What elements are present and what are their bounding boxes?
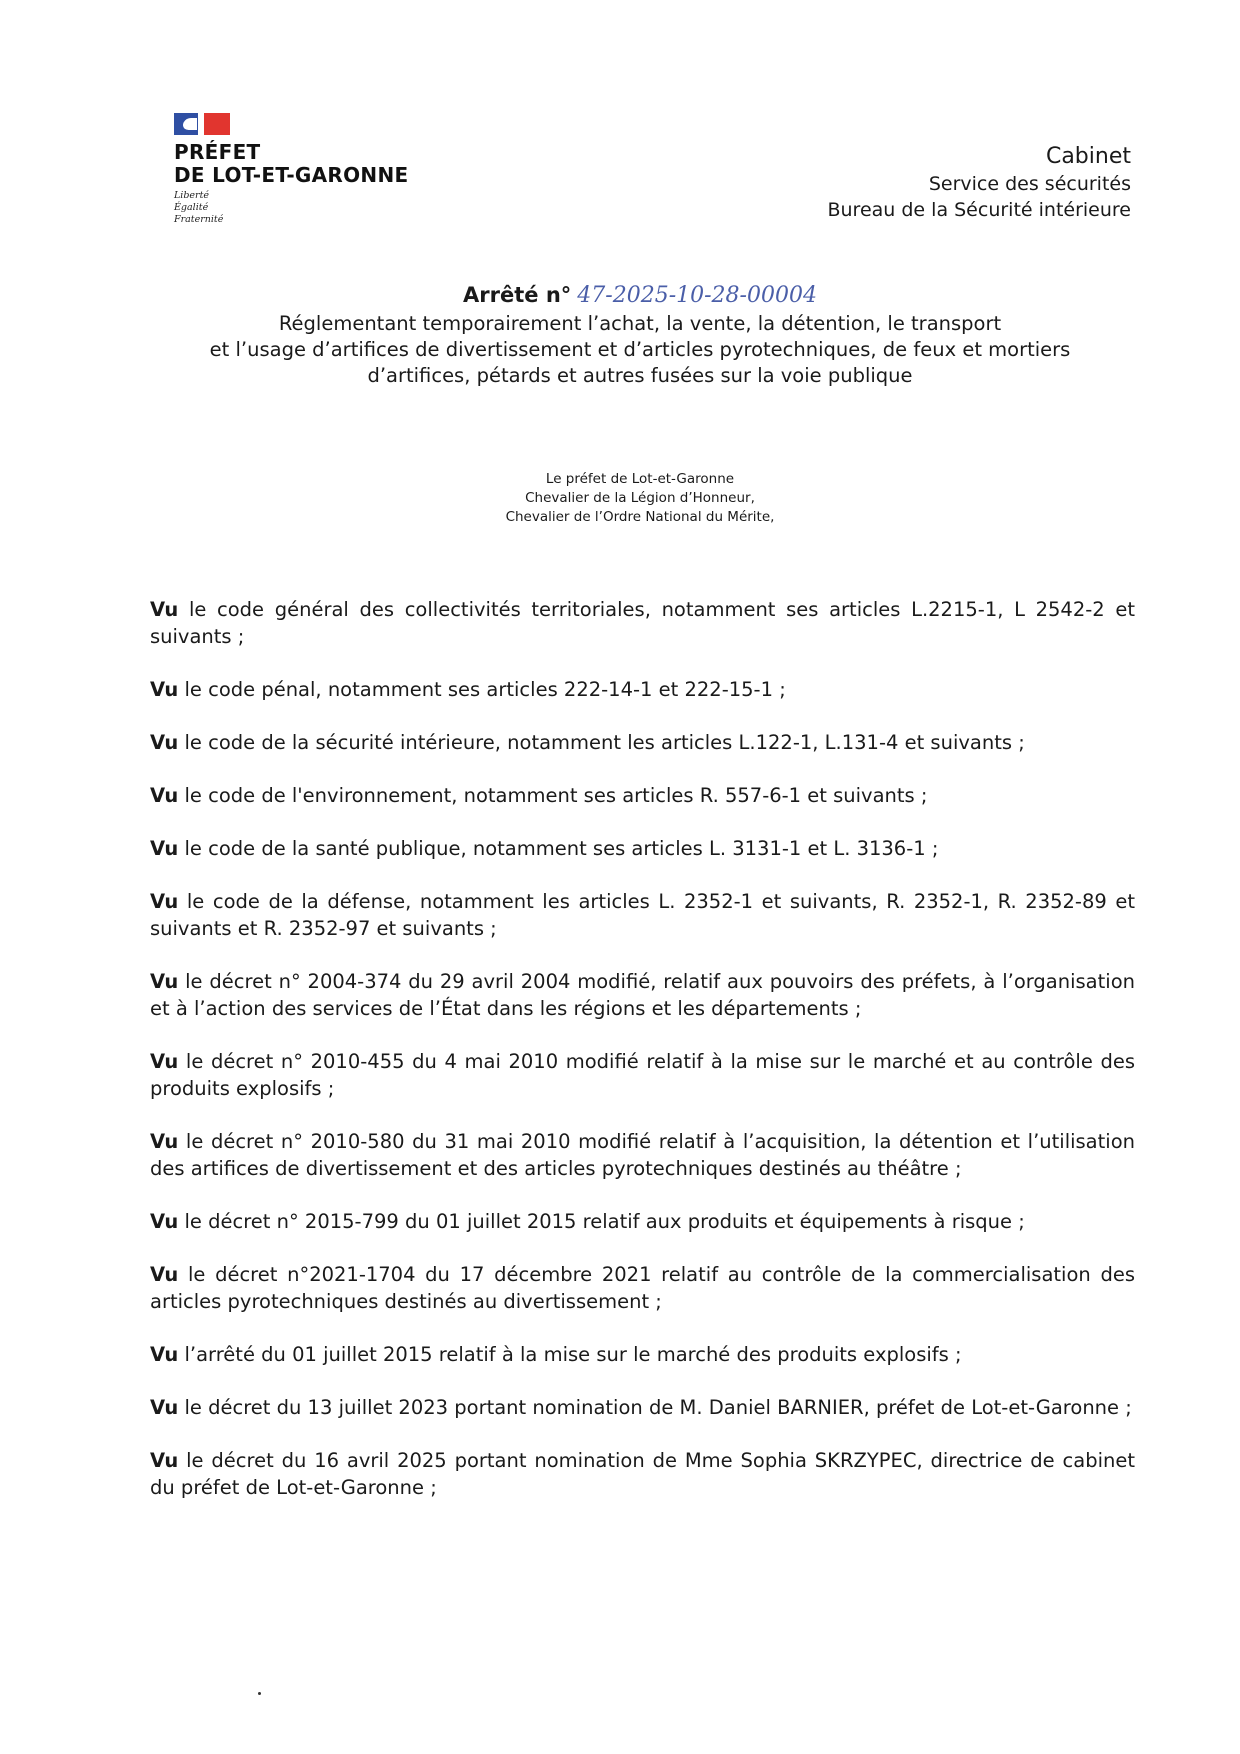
issuing-service (827, 143, 1131, 223)
visa-text: le décret n° 2010-580 du 31 mai 2010 modifié relatif à l’acquisition, la détention et l’utilisation des artifices de divertissement et des articles pyrotechniques destinés au théâtre ; (150, 1130, 1135, 1180)
visas-list (150, 596, 1135, 1527)
motto-egalite: Égalité (174, 202, 209, 213)
visa-lead: Vu (150, 731, 179, 754)
visa-lead: Vu (150, 598, 179, 621)
logo-line-1: PRÉFET (174, 140, 261, 164)
prefect-titles (150, 470, 1130, 527)
prefect-line-2: Chevalier de la Légion d’Honneur, (525, 490, 755, 506)
visa-text: le code de la santé publique, notamment ses articles L. 3131-1 et L. 3136-1 ; (178, 837, 939, 860)
subtitle-line-1: Réglementant temporairement l’achat, la vente, la détention, le transport (278, 312, 1002, 335)
visa-text: le décret du 16 avril 2025 portant nomination de Mme Sophia SKRZYPEC, directrice de cabinet du préfet de Lot-et-Garonne ; (150, 1449, 1135, 1499)
subtitle-line-3: d’artifices, pétards et autres fusées sur la voie publique (367, 364, 913, 387)
visa-lead: Vu (150, 1396, 179, 1419)
visa-item (150, 676, 1135, 703)
visa-item (150, 1048, 1135, 1102)
visa-lead: Vu (150, 1263, 179, 1286)
visa-text: le décret n° 2015-799 du 01 juillet 2015 relatif aux produits et équipements à risque ; (178, 1210, 1025, 1233)
arrete-heading (150, 280, 1130, 311)
service-line-1: Service des sécurités (928, 173, 1131, 195)
arrete-number-handwritten: 47-2025-10-28-00004 (577, 283, 817, 308)
visa-text: le code pénal, notamment ses articles 222-14-1 et 222-15-1 ; (178, 678, 786, 701)
visa-lead: Vu (150, 678, 179, 701)
visa-text: le décret n° 2010-455 du 4 mai 2010 modifié relatif à la mise sur le marché et au contrôle des produits explosifs ; (150, 1050, 1135, 1100)
visa-lead: Vu (150, 1210, 179, 1233)
visa-lead: Vu (150, 1050, 179, 1073)
arrete-label: Arrêté n° (463, 283, 572, 307)
visa-lead: Vu (150, 890, 179, 913)
visa-item (150, 1447, 1135, 1501)
service-line-2: Bureau de la Sécurité intérieure (827, 199, 1131, 221)
document-title (150, 280, 1130, 389)
visa-lead: Vu (150, 784, 179, 807)
visa-lead: Vu (150, 1449, 179, 1472)
visa-text: le décret n° 2004-374 du 29 avril 2004 modifié, relatif aux pouvoirs des préfets, à l’organisation et à l’action des services de l’État dans les régions et les départements ; (150, 970, 1135, 1020)
visa-text: le code de la défense, notamment les articles L. 2352-1 et suivants, R. 2352-1, R. 2352-89 et suivants et R. 2352-97 et suivants ; (150, 890, 1135, 940)
motto-liberte: Liberté (174, 190, 210, 201)
service-cabinet: Cabinet (1045, 144, 1131, 169)
visa-item (150, 1128, 1135, 1182)
visa-item (150, 782, 1135, 809)
visa-lead: Vu (150, 1130, 179, 1153)
republic-motto (174, 190, 434, 226)
scan-speck (258, 1692, 261, 1695)
visa-text: le décret n°2021-1704 du 17 décembre 2021 relatif au contrôle de la commercialisation des articles pyrotechniques destinés au divertissement ; (150, 1263, 1135, 1313)
visa-lead: Vu (150, 837, 179, 860)
visa-item (150, 1208, 1135, 1235)
visa-text: le code général des collectivités territoriales, notamment ses articles L.2215-1, L 2542-2 et suivants ; (150, 598, 1135, 648)
marianne-flag-icon (174, 113, 230, 135)
visa-text: le code de la sécurité intérieure, notamment les articles L.122-1, L.131-4 et suivants ; (178, 731, 1025, 754)
visa-item (150, 1341, 1135, 1368)
visa-lead: Vu (150, 970, 179, 993)
prefect-line-1: Le préfet de Lot-et-Garonne (545, 471, 735, 487)
logo-line-2: DE LOT-ET-GARONNE (174, 163, 409, 187)
visa-item (150, 1261, 1135, 1315)
visa-text: l’arrêté du 01 juillet 2015 relatif à la mise sur le marché des produits explosifs ; (178, 1343, 962, 1366)
visa-item (150, 596, 1135, 650)
visa-lead: Vu (150, 1343, 179, 1366)
motto-fraternite: Fraternité (174, 214, 224, 225)
visa-item (150, 888, 1135, 942)
visa-text: le décret du 13 juillet 2023 portant nomination de M. Daniel BARNIER, préfet de Lot-et-Garonne ; (178, 1396, 1132, 1419)
visa-item (150, 835, 1135, 862)
prefecture-logo (174, 113, 434, 226)
prefect-line-3: Chevalier de l’Ordre National du Mérite, (505, 509, 775, 525)
visa-item (150, 729, 1135, 756)
visa-item (150, 1394, 1135, 1421)
subtitle-line-2: et l’usage d’artifices de divertissement et d’articles pyrotechniques, de feux et mortiers (209, 338, 1071, 361)
visa-item (150, 968, 1135, 1022)
visa-text: le code de l'environnement, notamment ses articles R. 557-6-1 et suivants ; (178, 784, 928, 807)
